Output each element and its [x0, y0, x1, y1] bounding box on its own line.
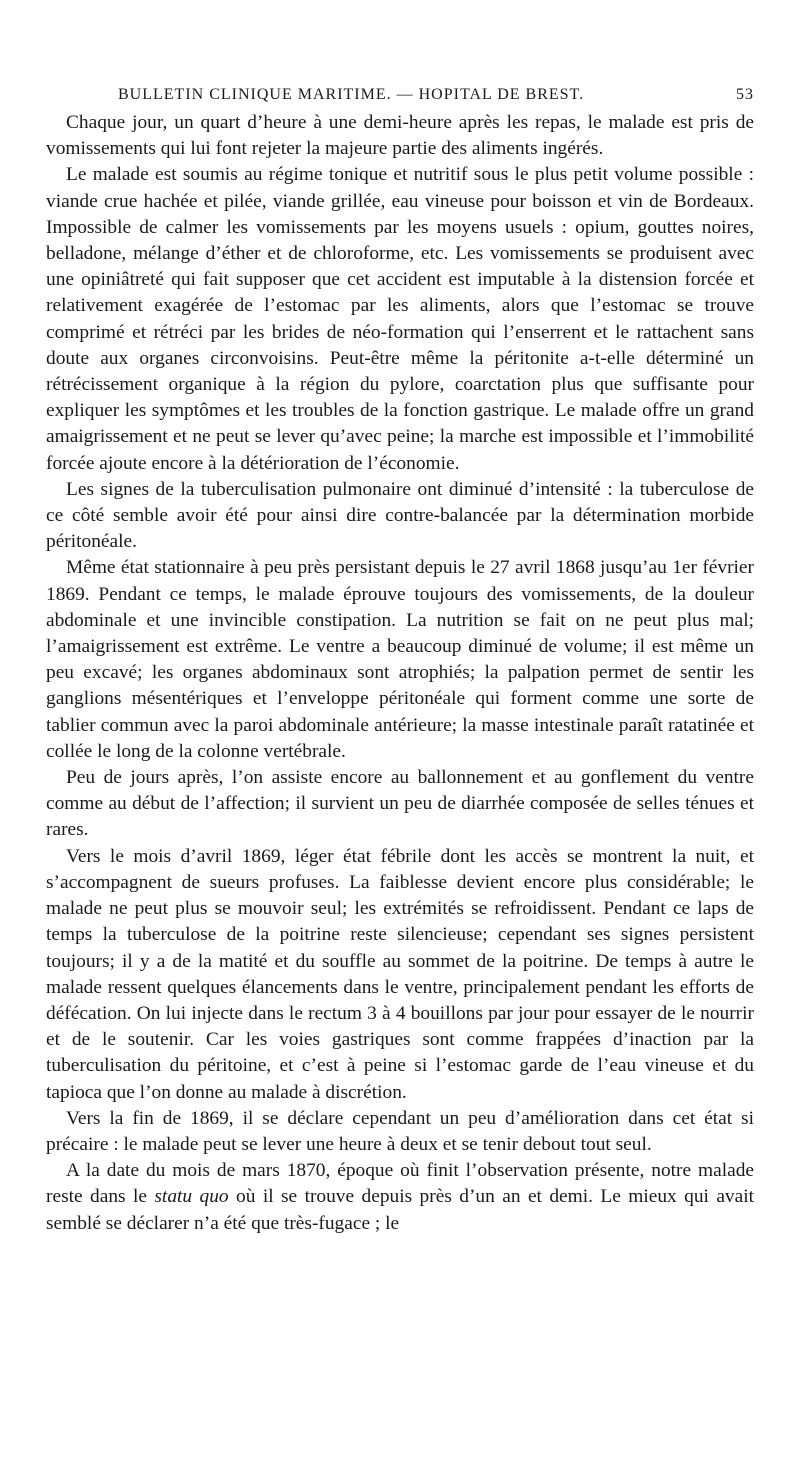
document-page — [46, 86, 754, 1237]
paragraph: Même état stationnaire à peu près persistant depuis le 27 avril 1868 jusqu’au 1er février 1869. Pendant ce temps, le malade éprouve toujours des vomissements, de la douleur abdominale et une invincible constipation. La nutrition se fait on ne peut plus mal; l’amaigrissement est extrême. Le ventre a beaucoup diminué de volume; il est même un peu excavé; les organes abdominaux sont atrophiés; la palpation permet de sentir les ganglions mésentériques et l’enveloppe péritonéale qui forment comme une sorte de tablier commun avec la paroi abdominale antérieure; la masse intestinale paraît ratatinée et collée le long de la colonne vertébrale. — [46, 557, 754, 762]
last-paragraph-end: où il se trouve depuis près d’un an et demi. Le mieux qui avait semblé se déclarer n’a été que très-fugace ; le — [46, 1186, 754, 1234]
paragraph: Peu de jours après, l’on assiste encore au ballonnement et au gonflement du ventre comme au début de l’affection; il survient un peu de diarrhée composée de selles ténues et rares. — [46, 767, 754, 841]
page-number: 53 — [736, 86, 754, 103]
italic-phrase: statu quo — [154, 1186, 229, 1208]
paragraph: Le malade est soumis au régime tonique et nutritif sous le plus petit volume possible : viande crue hachée et pilée, viande grillée, eau vineuse pour boisson et vin de Bordeaux. Impossible de calmer les vomissements par les moyens usuels : opium, gouttes noires, belladone, mélange d’éther et de chloroforme, etc. Les vomissements se produisent avec une opiniâtreté qui fait supposer que cet accident est imputable à la distension forcée et relativement exagérée de l’estomac par les aliments, alors que l’estomac se trouve comprimé et rétréci par les brides de néo-formation qui l’enserrent et le rattachent sans doute aux organes circonvoisins. Peut-être même la péritonite a-t-elle déterminé un rétrécissement organique à la région du pylore, coarctation plus que suffisante pour expliquer les symptômes et les troubles de la fonction gastrique. Le malade offre un grand amaigrissement et ne peut se lever qu’avec peine; la marche est impossible et l’immobilité forcée ajoute encore à la détérioration de l’économie. — [46, 164, 754, 474]
paragraph: Vers le mois d’avril 1869, léger état fébrile dont les accès se montrent la nuit, et s’accompagnent de sueurs profuses. La faiblesse devient encore plus considérable; le malade ne peut plus se mouvoir seul; les extrémités se refroidissent. Pendant ce laps de temps la tuberculose de la poitrine reste silencieuse; cependant ses signes persistent toujours; il y a de la matité et du souffle au sommet de la poitrine. De temps à autre le malade ressent quelques élancements dans le ventre, principalement pendant les efforts de défécation. On lui injecte dans le rectum 3 à 4 bouillons par jour pour essayer de le nourrir et de le soutenir. Car les voies gastriques sont comme frappées d’inaction par la tuberculisation du péritoine, et c’est à peine si l’estomac garde de l’eau vineuse et du tapioca que l’on donne au malade à discrétion. — [46, 845, 754, 1103]
body-text — [46, 110, 754, 1237]
paragraph: Les signes de la tuberculisation pulmonaire ont diminué d’intensité : la tuberculose de ce côté semble avoir été pour ainsi dire contre-balancée par la détermination morbide péritonéale. — [46, 478, 754, 553]
paragraph: Chaque jour, un quart d’heure à une demi-heure après les repas, le malade est pris de vomissements qui lui font rejeter la majeure partie des aliments ingérés. — [46, 112, 754, 160]
running-title: BULLETIN CLINIQUE MARITIME. — HOPITAL DE BREST. — [118, 86, 585, 103]
paragraph: Vers la fin de 1869, il se déclare cependant un peu d’amélioration dans cet état si précaire : le malade peut se lever une heure à deux et se tenir debout tout seul. — [46, 1107, 754, 1155]
running-header — [118, 86, 754, 104]
last-paragraph-start: A la date du mois de mars 1870, époque où finit l’observation présente, notre malade reste dans le — [46, 1160, 754, 1208]
last-paragraph — [46, 1158, 754, 1237]
